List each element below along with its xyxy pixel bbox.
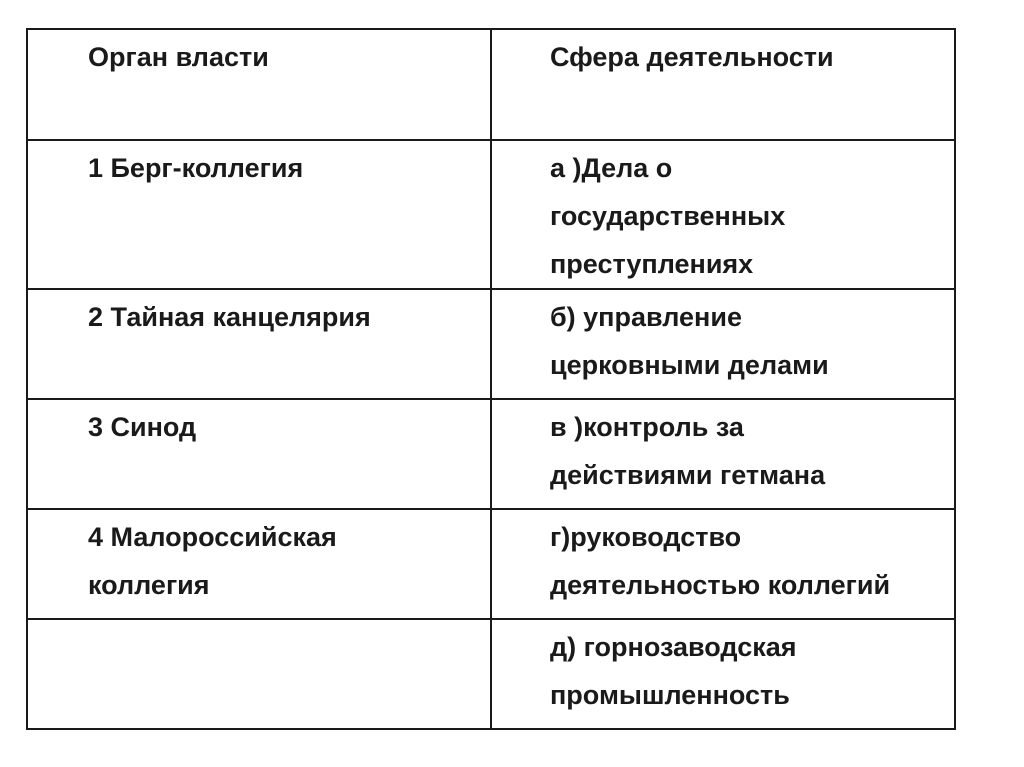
table-row [27, 140, 955, 289]
sphere-cell [491, 619, 955, 729]
sphere-text: в )контроль за действиями гетмана [550, 412, 826, 490]
authority-cell [27, 140, 491, 289]
authority-text [28, 620, 490, 623]
table-row [27, 289, 955, 399]
header-cell-sphere [491, 29, 955, 140]
authority-text: 1 Берг-коллегия [88, 153, 304, 183]
table-row [27, 509, 955, 619]
table-header-row [27, 29, 955, 140]
sphere-cell [491, 289, 955, 399]
header-authority-label: Орган власти [88, 42, 269, 72]
sphere-cell [491, 509, 955, 619]
authority-cell [27, 619, 491, 729]
authority-cell [27, 399, 491, 509]
sphere-text: г)руководство деятельностью коллегий [550, 522, 891, 600]
authority-text: 4 Малороссийская коллегия [88, 522, 337, 600]
sphere-text: д) горнозаводская промышленность [550, 632, 797, 710]
table-row [27, 619, 955, 729]
authority-text: 3 Синод [88, 412, 197, 442]
authority-cell [27, 289, 491, 399]
authority-text: 2 Тайная канцелярия [88, 302, 371, 332]
matching-table [26, 28, 956, 730]
header-sphere-label: Сфера деятельности [550, 42, 834, 72]
sphere-cell [491, 140, 955, 289]
sphere-cell [491, 399, 955, 509]
header-cell-authority [27, 29, 491, 140]
sphere-text: б) управление церковными делами [550, 302, 829, 380]
authority-cell [27, 509, 491, 619]
sphere-text: а )Дела о государственных преступлениях [550, 153, 786, 279]
table-row [27, 399, 955, 509]
